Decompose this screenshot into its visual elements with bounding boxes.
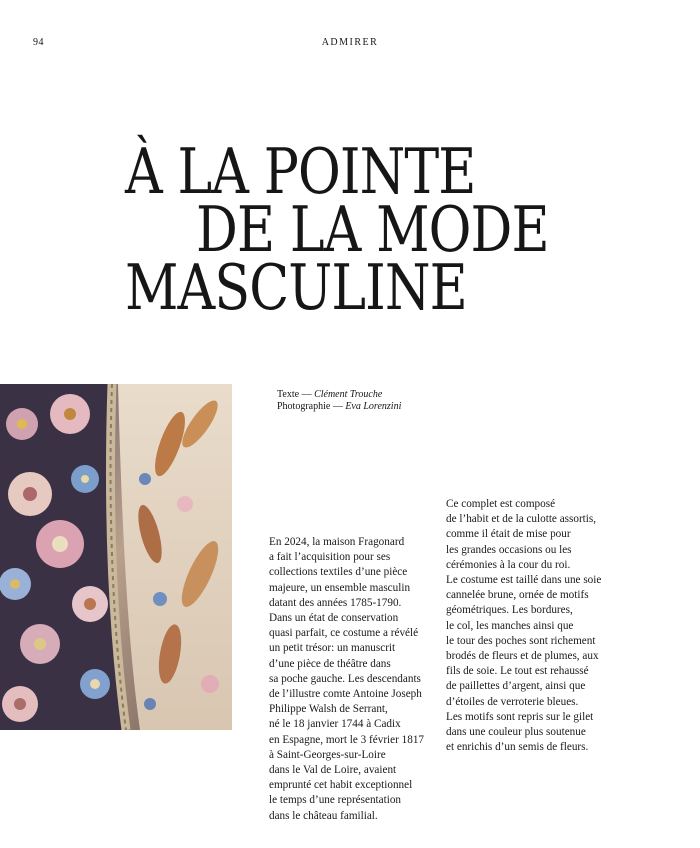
- body-text-line: le col, les manches ainsi que: [446, 619, 574, 632]
- text-credit-author: Clément Trouche: [314, 389, 383, 400]
- body-text-line: collections textiles d’une pièce: [269, 566, 408, 579]
- body-text-line: d’une pièce de théâtre dans: [269, 657, 391, 670]
- body-text-line: né le 18 janvier 1744 à Cadix: [269, 718, 401, 731]
- photo-credit-author: Eva Lorenzini: [345, 401, 402, 412]
- body-text-line: en Espagne, mort le 3 février 1817: [269, 733, 425, 746]
- headline-line-3: MASCULINE: [125, 250, 467, 325]
- body-text-line: En 2024, la maison Fragonard: [269, 536, 405, 548]
- body-text-line: et enrichis d’un semis de fleurs.: [446, 741, 589, 754]
- body-text-line: Ce complet est composé: [446, 498, 556, 510]
- body-text-line: dans une couleur plus soutenue: [446, 726, 586, 739]
- body-text-line: les grandes occasions ou les: [446, 543, 572, 556]
- body-text-line: comme il était de mise pour: [446, 528, 571, 541]
- body-text-line: un petit trésor: un manuscrit: [269, 642, 396, 655]
- photo-credit: [277, 401, 401, 413]
- embroidered-costume-photo: [0, 384, 232, 730]
- body-text-line: le tour des poches sont richement: [446, 634, 596, 647]
- body-text-line: quasi parfait, ce costume a révélé: [269, 627, 419, 640]
- body-text-line: à Saint-Georges-sur-Loire: [269, 748, 386, 761]
- body-text-line: Le costume est taillé dans une soie: [446, 574, 602, 587]
- text-credit-label: Texte —: [277, 389, 312, 400]
- body-text-line: majeure, un ensemble masculin: [269, 581, 411, 594]
- text-credit: [277, 389, 401, 401]
- headline-line-2: DE LA MODE: [196, 192, 549, 267]
- body-text-line: brodés de fleurs et de plumes, aux: [446, 650, 599, 663]
- body-text-line: Philippe Walsh de Serrant,: [269, 703, 388, 716]
- body-text-line: Dans un état de conservation: [269, 612, 399, 625]
- body-text-line: de paillettes d’argent, ainsi que: [446, 680, 586, 693]
- body-text-line: emprunté cet habit exceptionnel: [269, 779, 413, 792]
- body-text-line: datant des années 1785-1790.: [269, 596, 402, 609]
- body-text-line: sa poche gauche. Les descendants: [269, 672, 421, 685]
- body-text-line: fils de soie. Le tout est rehaussé: [446, 665, 589, 678]
- body-text-line: de l’habit et de la culotte assortis,: [446, 513, 597, 526]
- page-number: 94: [33, 37, 44, 48]
- body-column-2: [446, 497, 618, 755]
- body-text-line: d’étoiles de verroterie bleues.: [446, 695, 579, 708]
- section-title: ADMIRER: [321, 37, 379, 48]
- body-text-line: cannelée brune, ornée de motifs: [446, 589, 589, 602]
- body-text-line: le temps d’une représentation: [269, 794, 402, 807]
- body-text-line: dans le château familial.: [269, 809, 378, 822]
- body-text-line: de l’illustre comte Antoine Joseph: [269, 688, 422, 701]
- headline-line-1: À LA POINTE: [125, 134, 476, 209]
- photo-credit-label: Photographie —: [277, 401, 343, 412]
- body-text-line: a fait l’acquisition pour ses: [269, 551, 391, 564]
- credits: [277, 389, 401, 413]
- body-text-line: géométriques. Les bordures,: [446, 604, 573, 617]
- body-text-line: dans le Val de Loire, avaient: [269, 764, 397, 777]
- body-text-line: cérémonies à la cour du roi.: [446, 558, 571, 571]
- body-column-1: [269, 535, 437, 824]
- body-text-line: Les motifs sont repris sur le gilet: [446, 710, 594, 723]
